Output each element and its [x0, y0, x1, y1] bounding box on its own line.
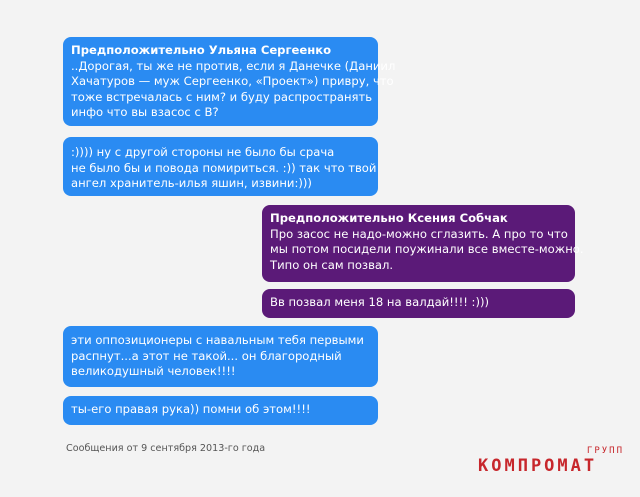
message-bubble	[63, 137, 378, 196]
message-line: ..Дорогая, ты же не против, если я Данечке (Даниил	[71, 58, 396, 73]
message-line: эти оппозиционеры с навальным тебя первыми	[71, 333, 364, 347]
message-line: великодушный человек!!!!	[71, 364, 236, 379]
message-line: тоже встречалась с ним? и буду распространять	[71, 89, 373, 104]
logo	[478, 446, 628, 482]
message-line: распнут...а этот не такой... он благородный	[71, 348, 342, 363]
message-line: не было бы и повода помириться. :)) так что твой	[71, 160, 377, 175]
message-bubble	[262, 205, 584, 282]
message-bubble	[63, 326, 378, 387]
message-sender: Предположительно Ульяна Сергеенко	[71, 43, 332, 57]
message-line: инфо что вы взасос с В?	[71, 105, 219, 120]
message-sender: Предположительно Ксения Собчак	[270, 211, 508, 225]
message-bubble	[63, 396, 378, 425]
caption: Сообщения от 9 сентября 2013-го года	[66, 443, 266, 454]
message-bubble	[63, 37, 396, 126]
message-bubble	[262, 289, 575, 318]
message-line: Типо он сам позвал.	[270, 257, 394, 272]
message-line: Вв позвал меня 18 на валдай!!!! :)))	[270, 295, 490, 309]
message-line: мы потом посидели поужинали все вместе-можно.	[270, 242, 584, 257]
message-line: :)))) ну с другой стороны не было бы срача	[71, 145, 335, 159]
message-line: ангел хранитель-илья яшин, извини:)))	[71, 176, 312, 191]
message-line: Про засос не надо-можно сглазить. А про то что	[270, 226, 568, 241]
logo-main: КОМПРОМАТ	[478, 456, 598, 476]
logo-sub: ГРУПП	[586, 446, 624, 456]
message-line: ты-его правая рука)) помни об этом!!!!	[71, 402, 311, 416]
message-line: Хачатуров — муж Сергеенко, «Проект») привру, что	[71, 74, 394, 89]
